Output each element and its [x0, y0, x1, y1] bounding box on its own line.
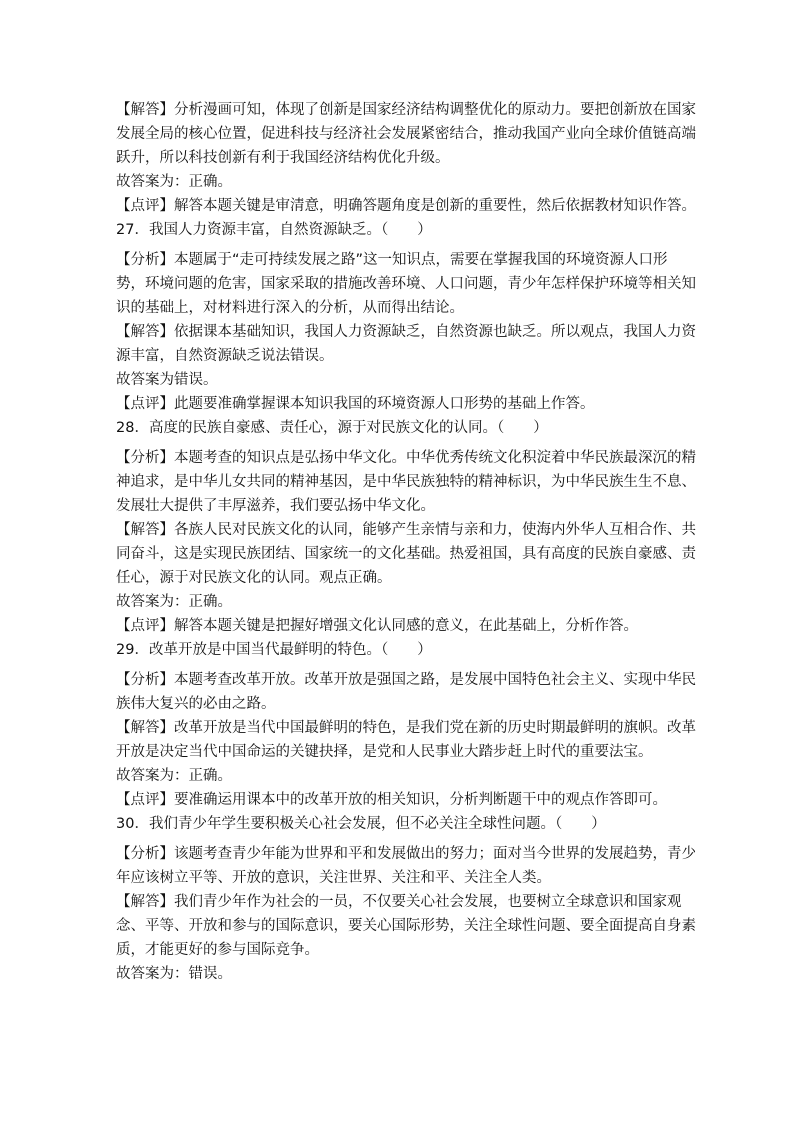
- answer-result: 故答案为：正确。: [116, 174, 232, 190]
- answer-paragraph: 【解答】我们青少年作为社会的一员，不仅要关心社会发展，也要树立全球意识和国家观念、平等、开放和参与的国际意识，要关心国际形势，关注全球性问题、要全面提高自身素质，才能更好的参与国际竞争。: [116, 894, 696, 958]
- answer-result: 故答案为：错误。: [116, 966, 232, 982]
- analysis-paragraph: 【分析】该题考查青少年能为世界和平和发展做出的努力；面对当今世界的发展趋势，青少年应该树立平等、开放的意识，关注世界、关注和平、关注全人类。: [116, 846, 696, 886]
- question-30: 30．我们青少年学生要积极关心社会发展，但不必关注全球性问题。（ ）: [116, 816, 606, 832]
- analysis-paragraph: 【分析】本题考查的知识点是弘扬中华文化。中华优秀传统文化积淀着中华民族最深沉的精神追求，是中华儿女共同的精神基因，是中华民族独特的精神标识，为中华民族生生不息、发展壮大提供了丰厚滋养，我们要弘扬中华文化。: [116, 450, 696, 514]
- answer-paragraph: 【解答】分析漫画可知，体现了创新是国家经济结构调整优化的原动力。要把创新放在国家发展全局的核心位置，促进科技与经济社会发展紧密结合，推动我国产业向全球价值链高端跃升，所以科技创新有利于我国经济结构优化升级。: [116, 102, 696, 166]
- question-28: 28．高度的民族自豪感、责任心，源于对民族文化的认同。（ ）: [116, 420, 548, 436]
- answer-paragraph: 【解答】依据课本基础知识，我国人力资源缺乏，自然资源也缺乏。所以观点，我国人力资源丰富，自然资源缺乏说法错误。: [116, 324, 696, 364]
- answer-result: 故答案为：正确。: [116, 768, 232, 784]
- comment-paragraph: 【点评】解答本题关键是审清意，明确答题角度是创新的重要性，然后依据教材知识作答。: [116, 198, 696, 214]
- question-29: 29．改革开放是中国当代最鲜明的特色。（ ）: [116, 642, 432, 658]
- comment-paragraph: 【点评】解答本题关键是把握好增强文化认同感的意义，在此基础上，分析作答。: [116, 618, 638, 634]
- document-body: [116, 98, 696, 986]
- question-27: 27．我国人力资源丰富，自然资源缺乏。（ ）: [116, 222, 432, 238]
- answer-result: 故答案为错误。: [116, 372, 218, 388]
- answer-paragraph: 【解答】改革开放是当代中国最鲜明的特色，是我们党在新的历史时期最鲜明的旗帜。改革开放是决定当代中国命运的关键抉择，是党和人民事业大踏步赶上时代的重要法宝。: [116, 720, 696, 760]
- answer-result: 故答案为：正确。: [116, 594, 232, 610]
- comment-paragraph: 【点评】此题要准确掌握课本知识我国的环境资源人口形势的基础上作答。: [116, 396, 595, 412]
- answer-paragraph: 【解答】各族人民对民族文化的认同，能够产生亲情与亲和力，使海内外华人互相合作、共同奋斗，这是实现民族团结、国家统一的文化基础。热爱祖国，具有高度的民族自豪感、责任心，源于对民族文化的认同。观点正确。: [116, 522, 696, 586]
- analysis-paragraph: 【分析】本题属于“走可持续发展之路”这一知识点，需要在掌握我国的环境资源人口形势，环境问题的危害，国家采取的措施改善环境、人口问题，青少年怎样保护环境等相关知识的基础上，对材料进行深入的分析，从而得出结论。: [116, 252, 696, 316]
- comment-paragraph: 【点评】要准确运用课本中的改革开放的相关知识，分析判断题干中的观点作答即可。: [116, 792, 667, 808]
- analysis-paragraph: 【分析】本题考查改革开放。改革开放是强国之路，是发展中国特色社会主义、实现中华民族伟大复兴的必由之路。: [116, 672, 696, 712]
